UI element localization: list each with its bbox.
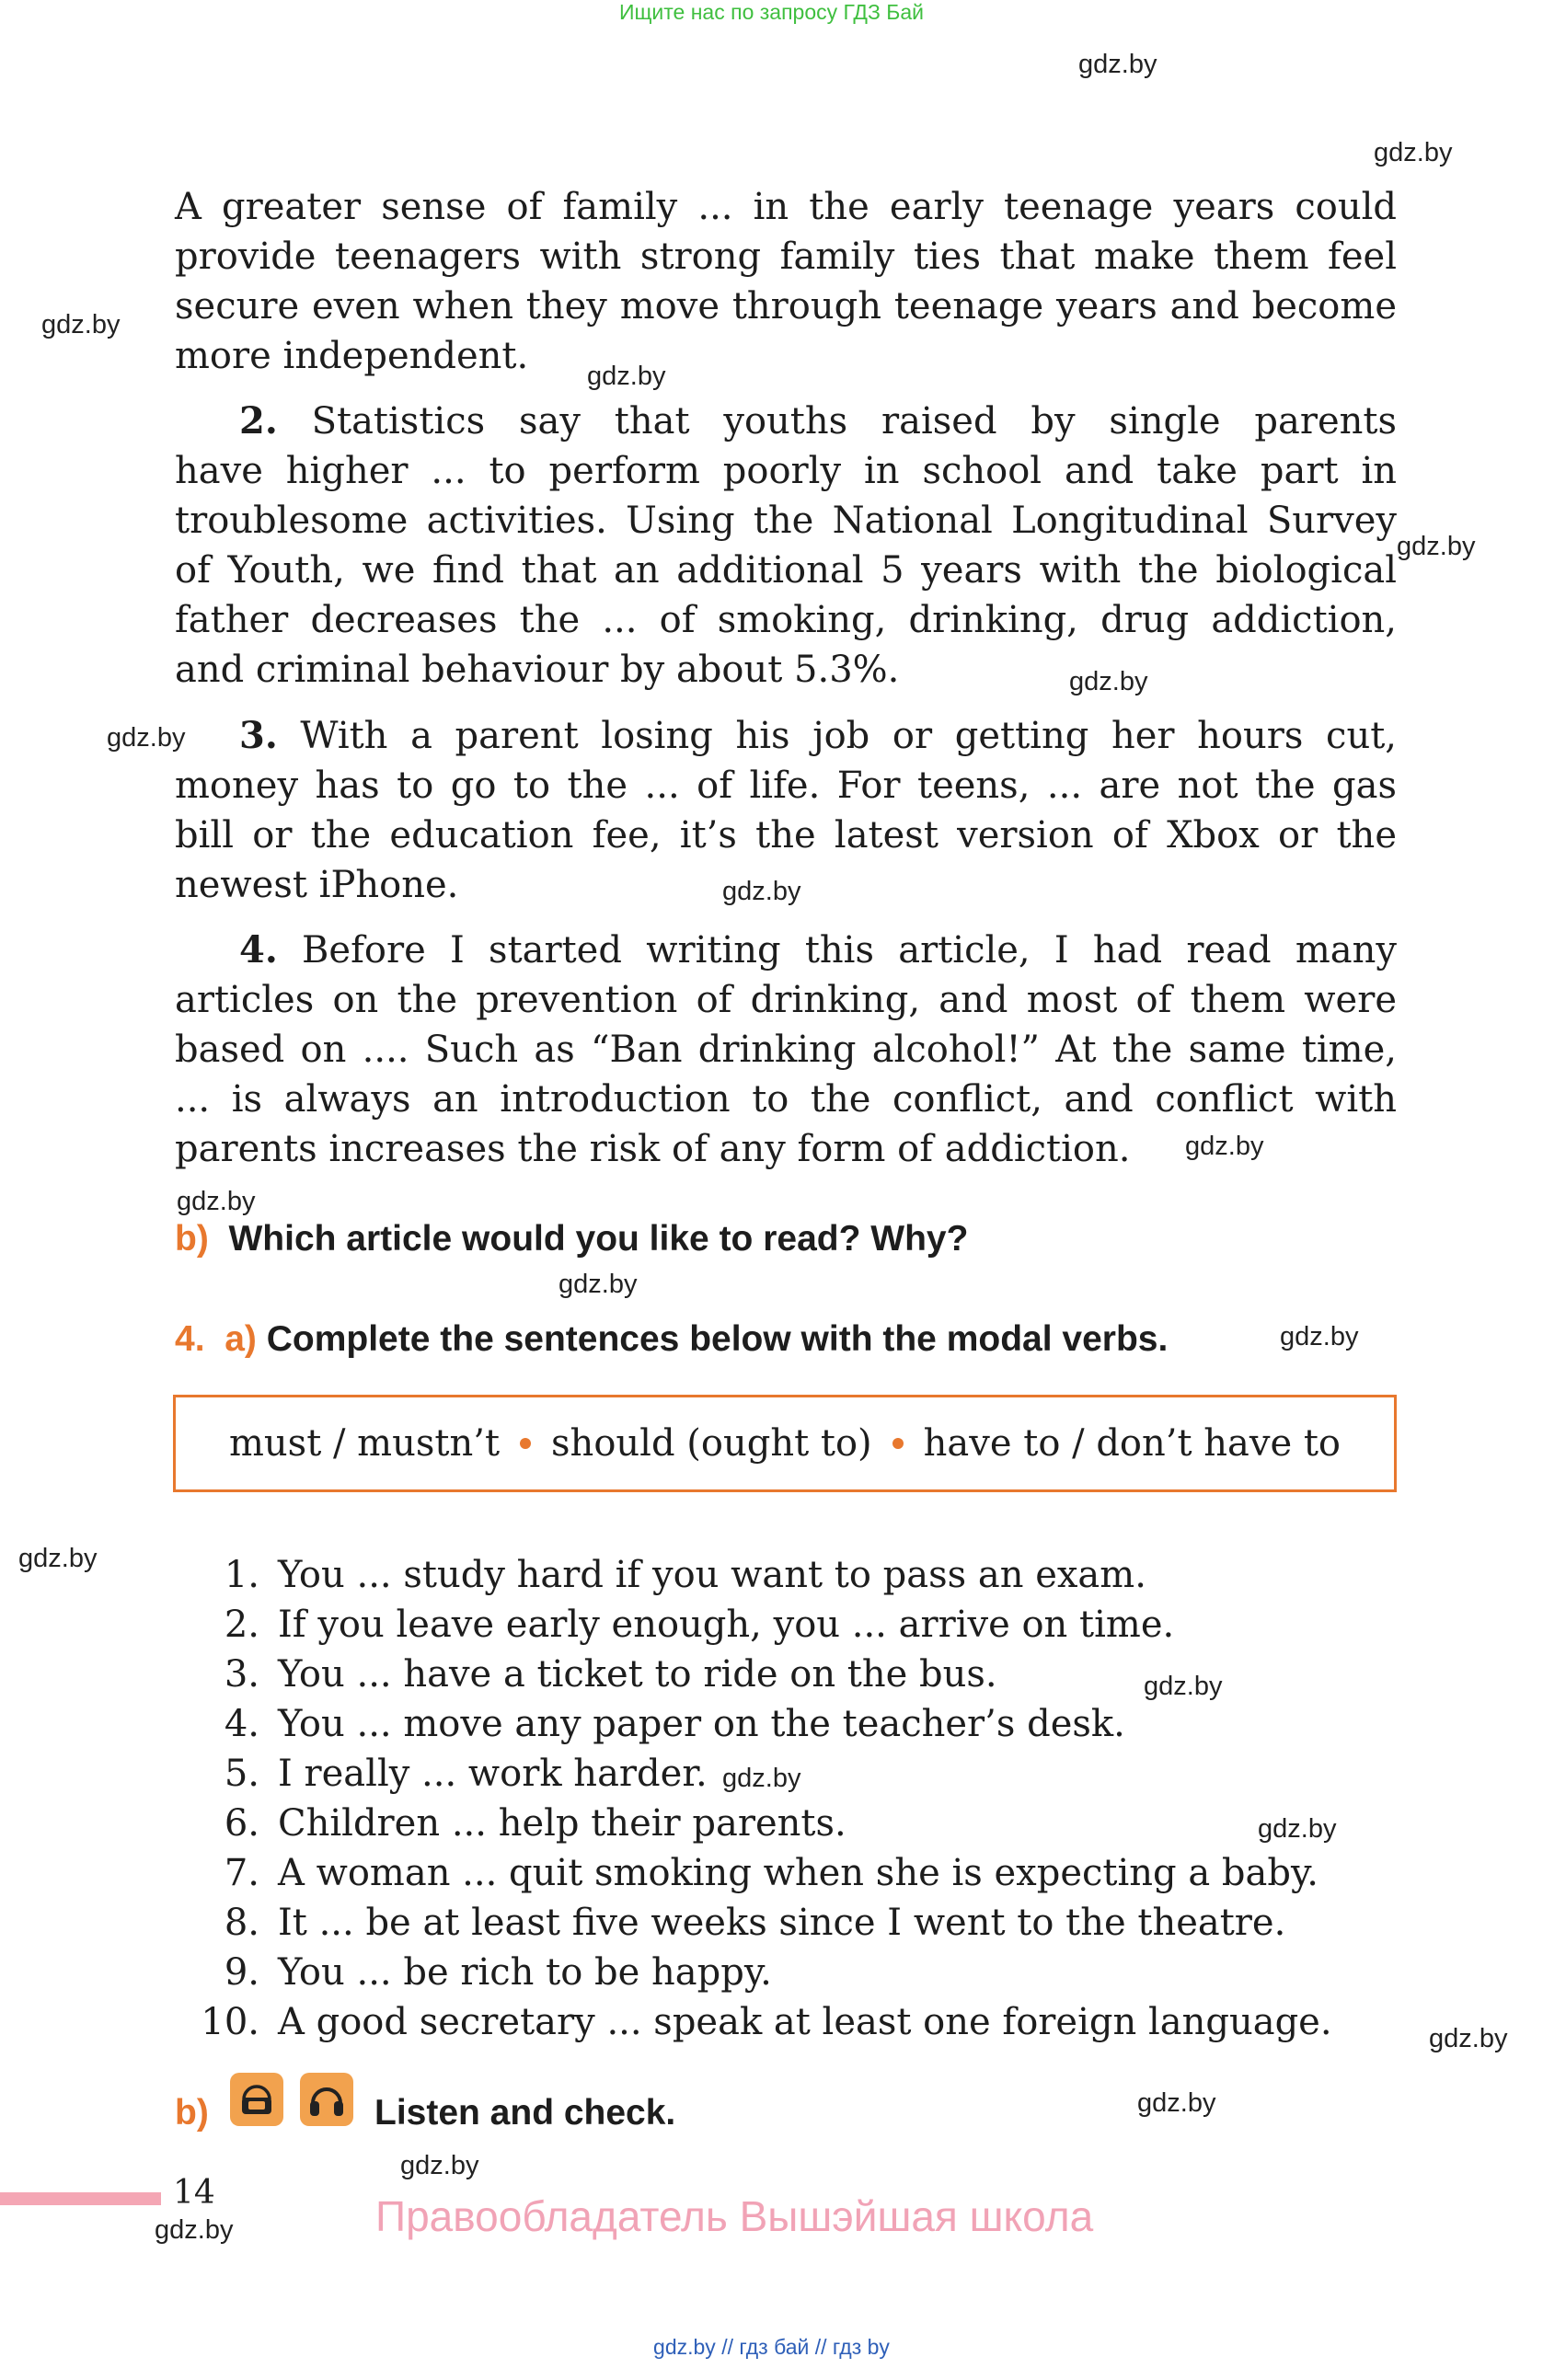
list-item bbox=[193, 1600, 1332, 1650]
watermark: gdz.by bbox=[1078, 50, 1157, 79]
item-number: 1. bbox=[224, 1554, 259, 1596]
page-number: 14 bbox=[173, 2174, 215, 2212]
watermark: gdz.by bbox=[722, 1764, 801, 1793]
task-letter: b) bbox=[175, 1219, 209, 1259]
modal-verb-option: should (ought to) bbox=[551, 1422, 872, 1465]
watermark: gdz.by bbox=[41, 310, 121, 339]
task-instruction: Complete the sentences below with the modal verbs. bbox=[266, 1319, 1169, 1359]
list-item bbox=[193, 1948, 1332, 1997]
passage-4 bbox=[175, 926, 1397, 1174]
text-line: have higher ... to perform poorly in school and take part in bbox=[175, 450, 1397, 492]
watermark: gdz.by bbox=[1069, 667, 1148, 696]
watermark: gdz.by bbox=[400, 2151, 479, 2180]
passage-3 bbox=[175, 711, 1397, 910]
text-line: bill or the education fee, it’s the latest version of Xbox or the bbox=[175, 814, 1397, 857]
item-text: You ... be rich to be happy. bbox=[278, 1951, 772, 1994]
text-line: based on .... Such as “Ban drinking alcohol!” At the same time, bbox=[175, 1029, 1397, 1071]
task-3b-heading bbox=[175, 1219, 968, 1259]
modal-verbs-box bbox=[173, 1395, 1397, 1492]
text-line: A greater sense of family ... in the early teenage years could bbox=[175, 186, 1397, 228]
text-line: and criminal behaviour by about 5.3%. bbox=[175, 649, 900, 691]
modal-verb-option: must / mustn’t bbox=[228, 1422, 501, 1465]
watermark: gdz.by bbox=[177, 1187, 256, 1216]
paragraph-number: 3. bbox=[239, 714, 278, 757]
task-number: 4. bbox=[175, 1319, 205, 1359]
copyright-notice: Правообладатель Вышэйшая школа bbox=[375, 2192, 1094, 2240]
listening-device-icon[interactable] bbox=[230, 2073, 283, 2126]
item-number: 9. bbox=[224, 1951, 259, 1994]
list-item bbox=[193, 1550, 1332, 1600]
headphones-icon[interactable] bbox=[300, 2073, 353, 2126]
text-line: secure even when they move through teenage years and become bbox=[175, 285, 1397, 328]
modal-verb-option: have to / don’t have to bbox=[923, 1422, 1341, 1465]
paragraph-number: 4. bbox=[239, 928, 278, 972]
list-item bbox=[193, 1898, 1332, 1948]
text-line: ... is always an introduction to the conflict, and conflict with bbox=[175, 1078, 1397, 1121]
item-number: 5. bbox=[224, 1753, 259, 1795]
task-letter: b) bbox=[175, 2093, 209, 2133]
text-line: of Youth, we find that an additional 5 years with the biological bbox=[175, 549, 1397, 592]
list-item bbox=[193, 1699, 1332, 1749]
text-line: Statistics say that youths raised by single parents bbox=[311, 400, 1398, 443]
text-line: troublesome activities. Using the National Longitudinal Survey bbox=[175, 500, 1397, 542]
text-line: Before I started writing this article, I had read many bbox=[302, 929, 1398, 972]
item-text: Children ... help their parents. bbox=[278, 1802, 846, 1845]
bullet-dot-icon bbox=[520, 1438, 531, 1449]
watermark: gdz.by bbox=[1258, 1814, 1337, 1844]
item-number: 8. bbox=[224, 1902, 259, 1944]
item-text: You ... have a ticket to ride on the bus. bbox=[278, 1653, 997, 1696]
text-line: With a parent losing his job or getting her hours cut, bbox=[300, 715, 1397, 757]
item-text: A good secretary ... speak at least one foreign language. bbox=[278, 2001, 1332, 2043]
task-4b-heading: Listen and check. bbox=[374, 2093, 676, 2133]
text-line: parents increases the risk of any form of addiction. bbox=[175, 1128, 1131, 1170]
list-item bbox=[193, 1848, 1332, 1898]
top-banner: Ищите нас по запросу ГДЗ Бай bbox=[618, 0, 925, 24]
list-item bbox=[193, 1799, 1332, 1848]
footer-links: gdz.by // гдз бай // гдз by bbox=[653, 2335, 890, 2359]
list-item bbox=[193, 1749, 1332, 1799]
watermark: gdz.by bbox=[155, 2215, 234, 2245]
text-line: articles on the prevention of drinking, and most of them were bbox=[175, 979, 1397, 1021]
item-text: It ... be at least five weeks since I went to the theatre. bbox=[278, 1902, 1286, 1944]
sentence-list bbox=[193, 1550, 1332, 2047]
watermark: gdz.by bbox=[1374, 138, 1453, 167]
item-number: 2. bbox=[224, 1604, 259, 1646]
task-letter: a) bbox=[225, 1319, 257, 1359]
text-line: more independent. bbox=[175, 335, 529, 377]
watermark: gdz.by bbox=[722, 877, 801, 906]
task-4a-heading bbox=[175, 1319, 1168, 1360]
text-line: provide teenagers with strong family ties that make them feel bbox=[175, 236, 1397, 278]
task-instruction: Which article would you like to read? Why? bbox=[228, 1219, 969, 1259]
watermark: gdz.by bbox=[1397, 532, 1476, 561]
item-text: I really ... work harder. bbox=[278, 1753, 708, 1795]
page-number-bar bbox=[0, 2192, 161, 2205]
watermark: gdz.by bbox=[558, 1270, 638, 1299]
watermark: gdz.by bbox=[1137, 2088, 1216, 2118]
text-line: money has to go to the ... of life. For teens, ... are not the gas bbox=[175, 765, 1397, 807]
passage-2 bbox=[175, 397, 1397, 695]
item-number: 7. bbox=[224, 1852, 259, 1894]
watermark: gdz.by bbox=[1144, 1672, 1223, 1701]
item-text: A woman ... quit smoking when she is expecting a baby. bbox=[278, 1852, 1318, 1894]
watermark: gdz.by bbox=[107, 723, 186, 753]
item-text: You ... move any paper on the teacher’s desk. bbox=[278, 1703, 1125, 1745]
watermark: gdz.by bbox=[1280, 1322, 1359, 1351]
item-number: 6. bbox=[224, 1802, 259, 1845]
watermark: gdz.by bbox=[18, 1544, 98, 1573]
item-number: 3. bbox=[224, 1653, 259, 1696]
list-item bbox=[193, 1997, 1332, 2047]
watermark: gdz.by bbox=[1185, 1132, 1264, 1161]
text-line: father decreases the ... of smoking, drinking, drug addiction, bbox=[175, 599, 1397, 641]
item-number: 10. bbox=[201, 2001, 259, 2043]
text-line: newest iPhone. bbox=[175, 864, 459, 906]
item-text: You ... study hard if you want to pass an exam. bbox=[278, 1554, 1146, 1596]
watermark: gdz.by bbox=[1429, 2024, 1508, 2053]
bullet-dot-icon bbox=[892, 1438, 904, 1449]
item-number: 4. bbox=[224, 1703, 259, 1745]
task-4b-letter bbox=[175, 2093, 209, 2133]
paragraph-number: 2. bbox=[239, 399, 278, 443]
watermark: gdz.by bbox=[587, 362, 666, 391]
passage-intro bbox=[175, 182, 1397, 381]
list-item bbox=[193, 1650, 1332, 1699]
item-text: If you leave early enough, you ... arrive on time. bbox=[278, 1604, 1175, 1646]
